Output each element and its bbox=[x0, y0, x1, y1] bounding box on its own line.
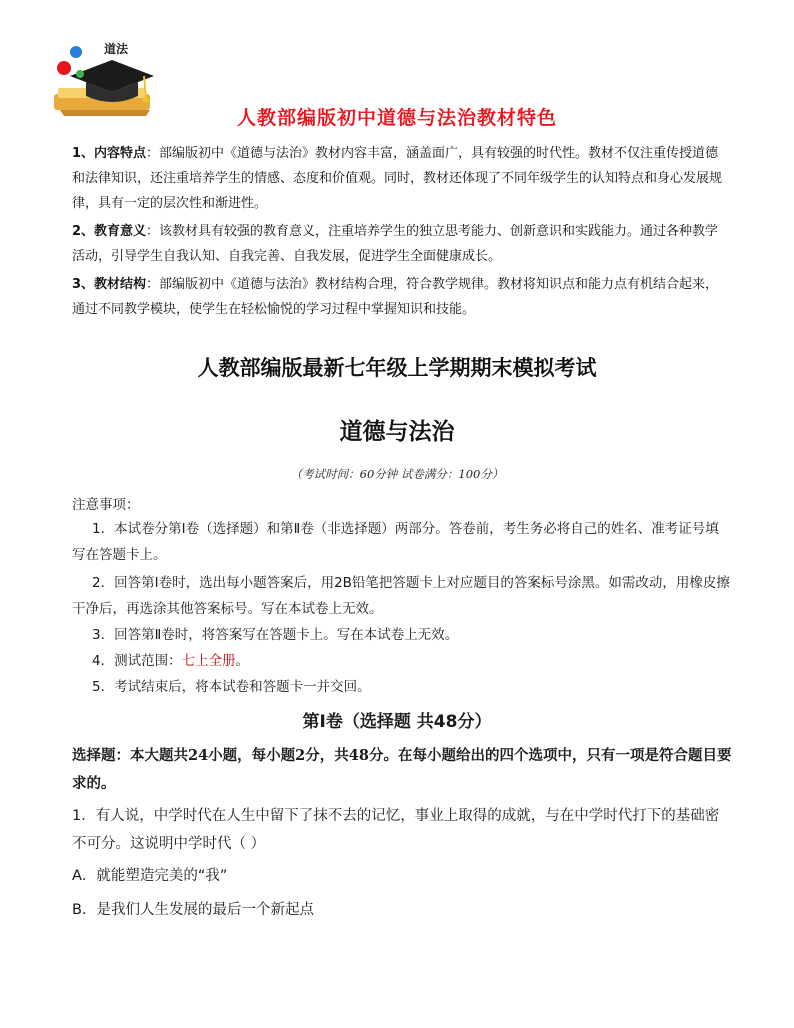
question-1-stem: 1．有人说，中学时代在人生中留下了抹不去的记忆，事业上取得的成就，与在中学时代打下的基础密不可分。这说明中学时代（ ） bbox=[72, 808, 720, 852]
feature-label: 1、内容特点 bbox=[72, 146, 147, 161]
note-5: 5．考试结束后，将本试卷和答题卡一并交回。 bbox=[92, 679, 371, 695]
note-4-suffix: 。 bbox=[235, 653, 250, 669]
note-4 bbox=[72, 648, 732, 674]
feature-text: ：部编版初中《道德与法治》教材内容丰富，涵盖面广，具有较强的时代性。教材不仅注重传授道德和法律知识，还注重培养学生的情感、态度和价值观。同时，教材还体现了不同年级学生的认知特点和身心发展规律，具有一定的层次性和渐进性。 bbox=[72, 146, 723, 211]
feature-content bbox=[72, 141, 722, 216]
feature-label: 2、教育意义 bbox=[72, 224, 147, 239]
logo-text: 道法 bbox=[104, 42, 129, 56]
feature-structure bbox=[72, 272, 722, 322]
exam-meta: （考试时间：60分钟 试卷满分：100分） bbox=[290, 467, 504, 481]
notes-heading: 注意事项： bbox=[72, 497, 140, 513]
exam-subject: 道德与法治 bbox=[339, 419, 455, 445]
question-1-option-b: B．是我们人生发展的最后一个新起点 bbox=[72, 902, 314, 918]
section-heading: 第Ⅰ卷（选择题 共48分） bbox=[302, 712, 492, 732]
section-instructions: 选择题：本大题共24小题，每小题2分，共48分。在每小题给出的四个选项中，只有一项是符合题目要求的。 bbox=[72, 747, 732, 792]
question-1-option-a: A．就能塑造完美的“我” bbox=[72, 868, 228, 884]
feature-label: 3、教材结构 bbox=[72, 277, 147, 292]
feature-text: ：该教材具有较强的教育意义，注重培养学生的独立思考能力、创新意识和实践能力。通过各种教学活动，引导学生自我认知、自我完善、自我发展，促进学生全面健康成长。 bbox=[72, 224, 719, 264]
exam-title: 人教部编版最新七年级上学期期末模拟考试 bbox=[197, 356, 597, 380]
feature-text: ：部编版初中《道德与法治》教材结构合理，符合教学规律。教材将知识点和能力点有机结合起来，通过不同教学模块，使学生在轻松愉悦的学习过程中掌握知识和技能。 bbox=[72, 277, 719, 317]
note-4-prefix: 4．测试范围： bbox=[92, 653, 182, 669]
banner-title: 人教部编版初中道德与法治教材特色 bbox=[236, 107, 557, 129]
note-2: 2．回答第Ⅰ卷时，选出每小题答案后，用2B铅笔把答题卡上对应题目的答案标号涂黑。如需改动，用橡皮擦干净后，再选涂其他答案标号。写在本试卷上无效。 bbox=[72, 575, 730, 617]
note-1: 1．本试卷分第Ⅰ卷（选择题）和第Ⅱ卷（非选择题）两部分。答卷前，考生务必将自己的姓名、准考证号填写在答题卡上。 bbox=[72, 521, 719, 563]
note-3: 3．回答第Ⅱ卷时，将答案写在答题卡上。写在本试卷上无效。 bbox=[92, 627, 459, 643]
test-range: 七上全册 bbox=[181, 653, 236, 669]
feature-significance bbox=[72, 219, 722, 269]
